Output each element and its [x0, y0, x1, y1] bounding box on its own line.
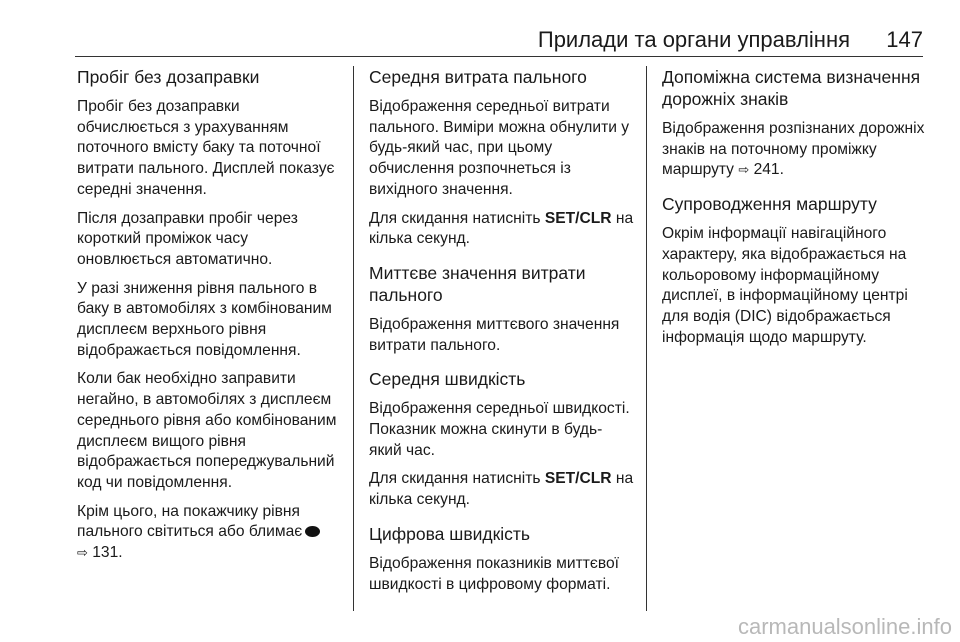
paragraph-fuel-indicator	[77, 502, 342, 564]
page-reference[interactable]: 241.	[753, 161, 784, 179]
traffic-sign-text: Відображення розпізнаних дорожніх знаків на поточному проміжку маршруту	[662, 120, 925, 179]
reset-text: Для скидання натисніть	[369, 209, 541, 227]
reset-text-end: на кілька секунд.	[369, 209, 634, 248]
set-clr-key: SET/CLR	[544, 470, 612, 488]
fuel-indicator-text: Крім цього, на покажчику рівня пального світиться або блимає	[77, 502, 303, 541]
page-number: 147	[886, 27, 923, 52]
paragraph-reset-speed	[369, 469, 634, 510]
heading-instant-consumption: Миттєве значення витрати пального	[369, 262, 586, 305]
heading-route-guidance: Супроводження маршруту	[662, 194, 877, 215]
paragraph-low-fuel-message: У разі зниження рівня пального в баку в автомобілях з комбінованим дисплеєм верхнього рівня відображається повідомлення.	[77, 279, 332, 359]
reset-text: Для скидання натисніть	[369, 470, 541, 488]
column-3	[662, 66, 930, 356]
column-divider-2	[646, 66, 647, 611]
paragraph-avg-speed: Відображення середньої швидкості. Показник можна скинути в будь-який час.	[369, 400, 630, 459]
page-ref-arrow-icon: ⇨	[77, 545, 88, 561]
heading-digital-speed: Цифрова швидкість	[369, 523, 531, 544]
paragraph-range-calc: Пробіг без дозаправки обчислюється з урахуванням поточного вмісту баку та поточної витрати пального. Дисплей показує середні значення.	[77, 98, 335, 198]
set-clr-key: SET/CLR	[544, 209, 612, 227]
fuel-warning-icon	[305, 526, 320, 537]
paragraph-avg-consumption: Відображення середньої витрати пального. Виміри можна обнулити у будь-який час, при цьому обчислення розпочнеться із вихідного значення.	[369, 98, 630, 198]
heading-traffic-sign-assist: Допоміжна система визначення дорожніх знаків	[662, 67, 921, 109]
paragraph-reset-consumption	[369, 209, 634, 250]
column-divider-1	[353, 66, 354, 611]
paragraph-instant-consumption: Відображення миттєвого значення витрати пального.	[369, 315, 620, 354]
heading-avg-consumption: Середня витрата пального	[369, 67, 587, 87]
page-header	[0, 27, 960, 57]
header-divider	[75, 56, 923, 57]
paragraph-refuel-warning: Коли бак необхідно заправити негайно, в автомобілях з дисплеєм середнього рівня або комбінованим дисплеєм вищого рівня відображається попереджувальний код чи повідомлення.	[77, 370, 337, 491]
section-title: Прилади та органи управління	[537, 27, 850, 52]
heading-range: Пробіг без дозаправки	[77, 67, 260, 87]
column-2	[369, 66, 634, 603]
paragraph-route-guidance: Окрім інформації навігаційного характеру, яка відображається на кольоровому інформаційному дисплеї, в інформаційному центрі для водія (DIC) відображається інформація щодо маршруту.	[662, 225, 908, 346]
paragraph-digital-speed: Відображення показників миттєвої швидкості в цифровому форматі.	[369, 554, 619, 593]
column-1	[77, 66, 342, 572]
reset-text-end: на кілька секунд.	[369, 470, 634, 509]
page-reference[interactable]: 131.	[92, 544, 123, 562]
paragraph-range-update: Після дозаправки пробіг через короткий проміжок часу оновлюється автоматично.	[77, 209, 298, 268]
paragraph-traffic-sign	[662, 119, 930, 181]
heading-avg-speed: Середня швидкість	[369, 369, 526, 390]
watermark: carmanualsonline.info	[737, 614, 952, 639]
page-ref-arrow-icon: ⇨	[738, 162, 750, 178]
